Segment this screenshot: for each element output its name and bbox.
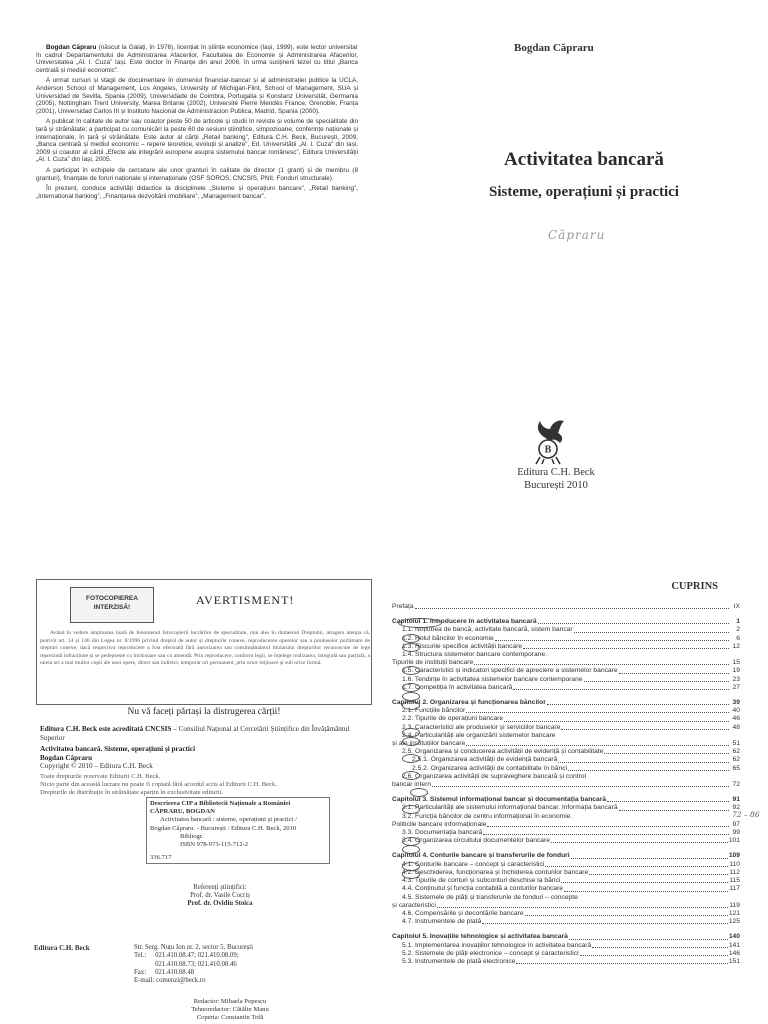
toc-dot-leader — [551, 842, 728, 843]
tel-line-1: 021.410.08.47; 021.410.08.09; — [155, 952, 239, 960]
toc-dot-leader — [474, 664, 729, 665]
bio-paragraph-3: A publicat în calitate de autor sau coautor peste 50 de articole și studii în reviste și volume de specialitate din țară și străinătate; a participat cu comunicări la peste 60 de sesiuni științifice, simpozioane, conferințe naționale și internaționale, în țară și străinătate. Este autor al cărții „Retail banking”, Editura C.H. Beck, București, 2009, „Banca centrală și mediul economic – repere teoretice, evoluții și analize”, Ed. Universității „Al. I. Cuza” din Iași, 2009 și coautor al cărții „Efecte ale integrării europene asupra sistemului bancar românesc”, Editura Universității „Al. I. Cuza” din Iași, 2005. — [36, 118, 358, 164]
editorial-staff — [160, 998, 300, 1023]
toc-entry-title: Tipurile de instituții bancare — [392, 659, 474, 667]
cip-line-2: Bogdan Căpraru. - București : Editura C.H. Beck, 2010 — [150, 824, 297, 832]
reviewer-1: Prof. dr. Vasile Cocriș — [190, 892, 250, 900]
toc-page-number: 117 — [729, 885, 740, 893]
toc-entry — [392, 643, 740, 651]
contents-title: CUPRINS — [671, 581, 718, 592]
tehnoredactor: Tehnoredactor: Cătălin Manu — [191, 1006, 269, 1014]
rights-line-3: Drepturile de distribuție în străinătate aparțin în exclusivitate editurii. — [40, 788, 223, 796]
toc-gap — [392, 926, 740, 933]
toc-dot-leader — [516, 963, 727, 964]
toc-entry — [392, 707, 740, 715]
toc-chapter — [392, 699, 740, 707]
toc-entry — [392, 813, 740, 821]
cip-author: CĂPRARU, BOGDAN — [150, 808, 215, 816]
toc-dot-leader — [564, 891, 728, 892]
toc-chapter — [392, 618, 740, 626]
cip-isbn: ISBN 978-973-115-712-2 — [180, 841, 249, 849]
toc-entry-title: 4.5. Sistemele de plăți și transferurile de fonduri – concepte — [402, 893, 578, 901]
toc-page-number: 65 — [732, 764, 740, 772]
toc-dot-leader — [558, 762, 729, 763]
toc-entry — [392, 635, 740, 643]
redactor: Redactor: Mihaela Popescu — [193, 998, 267, 1005]
toc-entry — [392, 829, 740, 837]
toc-page-number: 115 — [729, 877, 740, 885]
toc-page-number: 72 — [732, 781, 740, 789]
margin-note: 72 – 86 — [732, 810, 760, 819]
toc-entry — [392, 885, 740, 893]
toc-page-number: 27 — [732, 683, 740, 691]
toc-entry — [392, 950, 740, 958]
toc-dot-leader — [487, 826, 729, 827]
toc-entry — [392, 740, 740, 748]
toc-entry — [392, 684, 740, 692]
toc-entry-title: 5.2. Sistemele de plăți electronice – concept și caracteristici — [402, 949, 579, 957]
bio-text-1: (născut la Galați, în 1976), licențiat în științe economice (Iași, 1999), este lector universitar în cadrul Departamentului de Administrarea Afacerilor, Facultatea de Economie și Administrarea Afacerilor, Universitatea „Al. I. Cuza” Iași. Este doctor în Finanțe din anul 2006, în urma susținerii tezei cu titlul „Banca centrală și mediul economic”. — [36, 44, 358, 74]
toc-entry-title: 4.7. Instrumentele de plată — [402, 918, 482, 926]
toc-entry — [392, 877, 740, 885]
bio-paragraph-1 — [36, 44, 358, 74]
cover-designer: Coperta: Constantin Tofă — [196, 1014, 264, 1022]
no-photocopy-stamp — [70, 587, 154, 623]
book-identity — [40, 745, 370, 771]
toc-gap — [392, 611, 740, 618]
reviewers-label: Referenți științifici: — [193, 884, 247, 891]
toc-entry-title: Capitolul 4. Conturile bancare și transferurile de fonduri — [392, 852, 570, 860]
handwritten-circle-mark — [402, 666, 420, 675]
toc-entry-title: 2.5. Organizarea și conducerea activității de evidență și contabilitate — [402, 748, 604, 756]
reviewers — [160, 884, 280, 909]
toc-entry — [392, 861, 740, 869]
toc-entry-title: 2.6. Organizarea activității de supraveghere bancară și control — [402, 772, 587, 780]
handwritten-circle-mark — [402, 771, 420, 780]
handwritten-circle-mark — [402, 870, 420, 879]
accreditation-rest: – Consiliul Național al Cercetării Științifice din Învățământul Superior — [40, 725, 350, 742]
reviewer-2: Prof. dr. Ovidiu Stoica — [187, 900, 253, 908]
toc-page-number: 51 — [732, 740, 740, 748]
toc-dot-leader — [589, 874, 728, 875]
toc-page-number: 62 — [732, 756, 740, 764]
toc-dot-leader — [483, 834, 729, 835]
toc-page-number: 140 — [728, 933, 740, 941]
toc-entry-title: 3.3. Documentația bancară — [402, 829, 483, 837]
toc-page-number: 110 — [729, 860, 740, 868]
toc-entry-title: 2.5.1. Organizarea activității de evidență bancară — [412, 756, 558, 764]
toc-dot-leader — [504, 721, 729, 722]
rights-notice — [40, 773, 370, 796]
toc-entry-title: 4.2. Deschiderea, funcționarea și închiderea conturilor bancare — [402, 868, 589, 876]
publisher-label: Editura C.H. Beck — [34, 944, 90, 952]
toc-entry-title: 2.4. Particularități ale organizării sistemelor bancare — [402, 731, 556, 739]
toc-dot-leader — [523, 648, 729, 649]
toc-page-number: 121 — [728, 909, 740, 917]
toc-entry — [392, 765, 740, 773]
toc-page-number: 62 — [732, 748, 740, 756]
toc-entry — [392, 773, 740, 781]
toc-entry — [392, 837, 740, 845]
toc-entry — [392, 910, 740, 918]
tel-label: Tel.: — [134, 952, 147, 960]
bio-paragraph-5: În prezent, conduce activități didactice la disciplinele „Sisteme și operațiuni bancare”, „Retail banking”, „International banking”, „Finanțarea dezvoltării imobiliare”, „Management bancar”. — [36, 185, 358, 200]
toc-entry-title: bancar intern — [392, 781, 432, 789]
toc-page-number: 109 — [728, 852, 740, 860]
toc-dot-leader — [561, 729, 729, 730]
toc-entry — [392, 724, 740, 732]
toc-dot-leader — [482, 923, 728, 924]
toc-entry-title: 1.1. Noțiunea de bancă, activitate bancară, sistem bancar — [402, 626, 573, 634]
toc-page-number: 12 — [732, 642, 740, 650]
handwritten-circle-mark — [402, 754, 420, 763]
toc-page-number: 119 — [729, 901, 740, 909]
cip-line-3: Bibliogr. — [180, 832, 204, 840]
fax-number: 021.410.08.48 — [155, 968, 195, 976]
cip-code: 336.717 — [150, 854, 172, 862]
bio-paragraph-4: A participat în echipele de cercetare ale unor granturi în calitate de director (1 grant) și de membru (8 granturi), finanțate de foruri naționale și internaționale (OSF SOROS, CNCSIS, PNII, Fonduri structurale). — [36, 166, 358, 182]
author-bio — [36, 44, 358, 203]
bio-paragraph-2: A urmat cursuri și stagii de documentare în domeniul financiar-bancar și al administrației publice la UCLA, Anderson School of Management, Los Angeles, University of Michigan-Flint, School of Management, SUA și Universidad de Sevilla, Spania (2009), Universidade de Coimbra, Portugalia și Konstanz Universität, Germania (2005), Nottingham Trent University, Marea Britanie (2002), Université Pierre Mendès France, Grenoble, Franța (2001), Universidad Carlos III și Instituto Nacional de Administracion Publica, Madrid, Spania (2000). — [36, 77, 358, 115]
toc-entry — [392, 894, 740, 902]
toc-entry-title: 5.1. Implementarea inovațiilor tehnologice în activitatea bancară — [402, 941, 592, 949]
toc-entry-title: 1.5. Caracteristici și indicatori specifici de apreciere a sistemelor bancare — [402, 667, 618, 675]
book-title: Activitatea bancară — [504, 149, 664, 170]
toc-page-number: 2 — [736, 626, 740, 634]
toc-entry-title: Capitolul 1. Introducere în activitatea bancară — [392, 618, 537, 626]
cip-line-1: Activitatea bancară : sisteme, operațiuni și practici / — [160, 816, 297, 824]
accreditation-bold: Editura C.H. Beck este acreditată CNCSIS — [40, 725, 172, 733]
toc-page-number: 91 — [732, 796, 740, 804]
copyright-book-title: Activitatea bancară. Sisteme, operațiuni și practici — [40, 745, 196, 753]
handwritten-circle-mark — [410, 788, 428, 797]
toc-dot-leader — [619, 810, 729, 811]
toc-entry-title: 1.7. Competiția în activitatea bancară — [402, 683, 513, 691]
toc-page-number: 39 — [732, 699, 740, 707]
toc-dot-leader — [592, 947, 728, 948]
handwritten-circle-mark — [402, 683, 420, 692]
toc-page-number: 48 — [732, 723, 740, 731]
toc-entry — [392, 732, 740, 740]
toc-entry — [392, 748, 740, 756]
toc-entry — [392, 651, 740, 659]
toc-page-number: 6 — [736, 634, 740, 642]
publisher-email: E-mail: comenzi@beck.ro — [134, 977, 206, 985]
toc-dot-leader — [545, 866, 728, 867]
toc-gap — [392, 692, 740, 699]
toc-entry-title: și caracteristici — [392, 901, 436, 909]
handwritten-circle-mark — [402, 737, 420, 746]
toc-chapter — [392, 933, 740, 941]
toc-entry — [392, 603, 740, 611]
toc-page-number: 151 — [728, 957, 740, 965]
toc-entry-title: 4.3. Tipurile de conturi și subconturi deschise la bănci — [402, 877, 561, 885]
stamp-line-2: INTERZISĂ! — [93, 604, 131, 611]
toc-dot-leader — [538, 623, 729, 624]
toc-chapter — [392, 852, 740, 860]
toc-dot-leader — [569, 939, 728, 940]
table-of-contents — [392, 603, 740, 966]
copyright-book-author: Bogdan Căpraru — [40, 753, 93, 762]
handwritten-circle-mark — [402, 805, 420, 814]
toc-page-number: 97 — [732, 820, 740, 828]
toc-dot-leader — [580, 955, 728, 956]
handwritten-circle-mark — [402, 728, 420, 737]
publisher-contact — [134, 944, 259, 985]
toc-entry — [392, 918, 740, 926]
toc-dot-leader — [561, 882, 728, 883]
toc-page-number: 101 — [728, 837, 740, 845]
toc-dot-leader — [466, 712, 729, 713]
warning-slogan: Nu vă faceți părtași la distrugerea cărții! — [127, 707, 281, 717]
toc-dot-leader — [568, 770, 729, 771]
toc-chapter — [392, 796, 740, 804]
toc-dot-leader — [604, 753, 729, 754]
toc-entry — [392, 821, 740, 829]
toc-entry — [392, 804, 740, 812]
toc-page-number: 112 — [729, 868, 740, 876]
book-subtitle: Sisteme, operațiuni și practici — [489, 184, 679, 200]
publisher-block — [400, 466, 712, 492]
toc-page-number: 99 — [732, 829, 740, 837]
toc-dot-leader — [525, 915, 728, 916]
toc-page-number: 1 — [736, 618, 740, 626]
toc-entry — [392, 715, 740, 723]
handwritten-signature: Căpraru — [548, 228, 606, 242]
publisher-street: Str. Serg. Nuțu Ion nr. 2, sector 5, București — [134, 944, 253, 951]
toc-page-number: 46 — [732, 715, 740, 723]
toc-entry — [392, 942, 740, 950]
toc-entry-title: 1.6. Tendințe în activitatea sistemelor bancare contemporane — [402, 675, 583, 683]
cip-description — [150, 800, 328, 862]
handwritten-circle-mark — [402, 634, 420, 643]
toc-entry-title: 1.4. Structura sistemelor bancare contemporane. — [402, 651, 547, 659]
bio-author-name: Bogdan Căpraru — [46, 44, 97, 51]
warning-text: Având în vedere amploarea luată de fenomenul fotocopierii lucrărilor de specialitate, mai ales în domeniul Dreptului, atragem atenția că, potrivit art. 14 și 140 din Legea nr. 8/1996 privind dreptul de autor și drepturile conexe, reproducerea operelor sau a produselor purtătoare de drepturi conexe, dacă respectiva reproducere a fost efectuată fără autorizarea sau consimțământul titularului drepturilor recunoscute de lege reprezintă infracțiune și se pedepsește cu închisoare sau cu amendă. Prin reproducere, conform legii, se înțelege realizarea, integrală sau parțială, a uneia ori a mai multor copii ale unei opere, direct sau indirect, temporar ori permanent, prin orice mijloace și sub orice formă. — [40, 630, 370, 667]
toc-entry-title: Capitolul 5. Inovațiile tehnologice și activitatea bancară — [392, 933, 568, 941]
toc-entry — [392, 626, 740, 634]
toc-dot-leader — [619, 673, 729, 674]
toc-entry — [392, 869, 740, 877]
toc-entry-title: și ale instituțiilor bancare — [392, 740, 466, 748]
publisher-name: Editura C.H. Beck — [517, 467, 595, 478]
toc-entry — [392, 902, 740, 910]
toc-entry — [392, 781, 740, 789]
rights-line-2: Nicio parte din această lucrare nu poate fi copiată fără acordul scris al Editurii C.H. Beck. — [40, 780, 277, 788]
toc-entry-title: 2.1. Funcțiile băncilor — [402, 707, 466, 715]
handwritten-circle-mark — [398, 618, 442, 628]
handwritten-circle-mark — [402, 643, 420, 652]
fax-label: Fax: — [134, 968, 147, 976]
toc-entry-title: 1.2. Rolul băncilor în economie — [402, 634, 494, 642]
toc-page-number: 125 — [728, 918, 740, 926]
toc-entry-title: 4.6. Compensările și decontările bancare — [402, 909, 524, 917]
copyright-line: Copyright © 2010 – Editura C.H. Beck — [40, 762, 153, 771]
tel-line-2: 021.410.08.73; 021.410.08.46 — [155, 960, 237, 968]
toc-entry-title: 3.1. Particularități ale sistemului informațional bancar. Informația bancară — [402, 804, 618, 812]
toc-dot-leader — [437, 907, 728, 908]
griffin-logo-icon — [530, 417, 568, 465]
toc-entry — [392, 667, 740, 675]
toc-dot-leader — [607, 801, 729, 802]
toc-page-number: 146 — [728, 949, 740, 957]
warning-title: AVERTISMENT! — [196, 593, 295, 607]
toc-dot-leader — [547, 704, 729, 705]
toc-page-number: 40 — [732, 707, 740, 715]
accreditation-note — [40, 725, 370, 742]
toc-entry-title: 2.2. Tipurile de operațiuni bancare — [402, 715, 504, 723]
toc-dot-leader — [571, 858, 728, 859]
svg-text:B: B — [544, 444, 552, 456]
toc-entry-title: Politicile bancare informaționale — [392, 820, 487, 828]
stamp-line-1: FOTOCOPIEREA — [86, 595, 138, 602]
rights-line-1: Toate drepturile rezervate Editurii C.H. Beck. — [40, 773, 161, 780]
handwritten-circle-mark — [402, 701, 420, 710]
title-page-author: Bogdan Căpraru — [514, 42, 594, 54]
toc-page-number: 15 — [732, 659, 740, 667]
toc-entry-title: 4.4. Conținutul și funcția contabilă a conturilor bancare — [402, 885, 563, 893]
toc-dot-leader — [584, 681, 729, 682]
handwritten-circle-mark — [402, 845, 420, 854]
toc-entry-title: 1.3. Riscurile specifice activității bancare — [402, 642, 523, 650]
toc-page-number: 23 — [732, 675, 740, 683]
toc-entry — [392, 756, 740, 764]
toc-page-number: 92 — [732, 804, 740, 812]
toc-entry — [392, 958, 740, 966]
toc-dot-leader — [574, 632, 729, 633]
toc-gap — [392, 845, 740, 852]
toc-dot-leader — [466, 745, 729, 746]
toc-dot-leader — [513, 689, 729, 690]
toc-gap — [392, 789, 740, 796]
toc-dot-leader — [432, 786, 729, 787]
toc-entry-title: Capitolul 3. Sistemul informațional bancar și documentația bancară — [392, 796, 607, 804]
toc-entry-title: 3.2. Funcția băncilor de centru informațional în economie. — [402, 812, 573, 820]
publisher-city-year: București 2010 — [524, 480, 588, 491]
toc-entry-title: 5.3. Instrumentele de plată electronice — [402, 957, 516, 965]
toc-entry-title: 4.1. Conturile bancare – concept și caracteristici — [402, 860, 545, 868]
toc-entry-title: Capitolul 2. Organizarea și funcționarea băncilor — [392, 699, 546, 707]
toc-page-number: 19 — [732, 667, 740, 675]
toc-page-number: IX — [733, 603, 740, 610]
toc-entry — [392, 659, 740, 667]
toc-dot-leader — [495, 640, 729, 641]
toc-page-number: 141 — [728, 941, 740, 949]
cip-title: Descrierea CIP a Bibliotecii Naționale a României — [150, 800, 291, 807]
toc-entry-title: 2.5.2. Organizarea activității de contabilitate în bănci — [412, 764, 568, 772]
handwritten-circle-mark — [402, 692, 420, 701]
toc-entry — [392, 676, 740, 684]
toc-entry-title: 2.3. Caracteristici ale produselor și serviciilor bancare — [402, 723, 561, 731]
toc-entry-title: Prefața — [392, 603, 414, 610]
toc-dot-leader — [415, 608, 729, 609]
toc-entry-title: 3.4. Organizarea circuitului documentelor bancare — [402, 837, 550, 845]
